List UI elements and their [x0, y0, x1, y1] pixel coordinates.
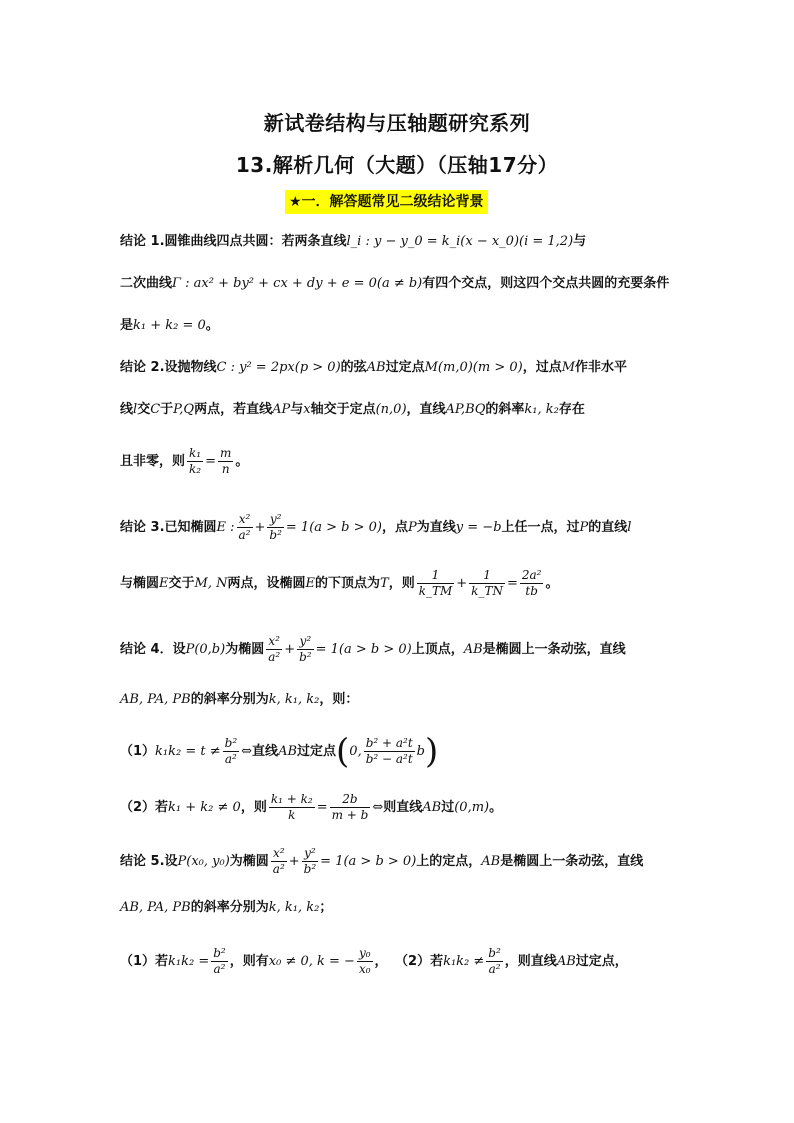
fraction [520, 568, 544, 599]
fraction [267, 512, 284, 543]
conclusion-5-line-2 [120, 898, 332, 918]
numerator: y₀ [358, 946, 371, 960]
text: 过定点 [297, 744, 337, 759]
conic-equation: Γ : ax² + by² + cx + dy + e = 0(a ≠ b) [172, 276, 423, 291]
item-number: （1） [120, 744, 156, 759]
text: 二次曲线 [120, 276, 173, 291]
text: 。 [205, 318, 219, 333]
text: 为椭圆 [229, 854, 269, 869]
math: E : [216, 520, 235, 535]
conclusion-2-line-1 [120, 358, 627, 378]
math: = [205, 454, 217, 469]
math: AB [278, 744, 298, 759]
fraction [211, 946, 228, 977]
math: k, k₁, k₂ [268, 692, 320, 707]
text: 与 [290, 402, 304, 417]
text: 与椭圆 [120, 576, 160, 591]
text: 两点，设椭圆 [227, 576, 306, 591]
math: + [288, 854, 300, 869]
fraction [357, 946, 373, 977]
math: C : y² = 2px(p > 0) [216, 360, 341, 375]
fraction [223, 736, 240, 767]
math: k₁k₂ = t ≠ [155, 744, 221, 759]
math: P [408, 520, 417, 535]
text: 有四个交点，则这四个交点共圆的充要条件 [422, 276, 670, 291]
text: 是 [120, 318, 134, 333]
fraction [269, 792, 315, 823]
text: 过 [441, 800, 455, 815]
fraction [271, 846, 287, 877]
math: C [150, 402, 161, 417]
conclusion-4-item-2 [120, 792, 502, 823]
condition-equation: k₁ + k₂ = 0 [133, 318, 206, 333]
math: AB, PA, PB [120, 900, 191, 915]
text: 。 [545, 576, 559, 591]
math: k₁k₂ = [168, 954, 210, 969]
fraction [266, 634, 282, 665]
math: ⇔ [372, 800, 384, 815]
math: E [305, 576, 315, 591]
left-paren: ( [336, 731, 350, 772]
text: ，过点 [522, 360, 562, 375]
text: 存在 [558, 402, 585, 417]
math: = 1(a > b > 0) [320, 854, 417, 869]
math: 0, [349, 744, 362, 759]
text: 为椭圆 [225, 642, 265, 657]
denominator: b² [303, 862, 317, 876]
text: 为直线 [416, 520, 456, 535]
text: ，则直线 [504, 954, 557, 969]
text: 的斜率分别为 [190, 692, 269, 707]
math: AB, PA, PB [120, 692, 191, 707]
numerator: y² [267, 512, 284, 528]
text: ，则 [240, 800, 267, 815]
denominator: k_TM [418, 584, 453, 598]
math: b [416, 744, 425, 759]
lesson-title: 13.解析几何（大题）（压轴17分） [235, 153, 559, 177]
text: 上任一点，过 [501, 520, 580, 535]
fraction [486, 946, 503, 977]
text: 是椭圆上一条动弦，直线 [500, 854, 644, 869]
math: k₁, k₂ [524, 402, 559, 417]
denominator: a² [238, 528, 251, 542]
text: 上顶点， [411, 642, 464, 657]
item-number: （2）若 [120, 800, 169, 815]
math: (n,0) [375, 402, 407, 417]
text: ； [319, 900, 333, 915]
math: AB [463, 642, 483, 657]
text: ，直线 [406, 402, 446, 417]
numerator: b² [224, 736, 238, 750]
math: = 1(a > b > 0) [315, 642, 412, 657]
denominator: b² − a²t [365, 752, 413, 766]
text: ，则： [319, 692, 359, 707]
text: 的直线 [588, 520, 628, 535]
fraction [302, 846, 319, 877]
denominator: k_TN [471, 584, 503, 598]
math: y = −b [455, 520, 502, 535]
denominator: k [288, 808, 296, 822]
text: 且非零，则 [120, 454, 186, 469]
math: AB [422, 800, 442, 815]
conclusion-5-items [120, 946, 628, 977]
conclusion-3-line-2 [120, 568, 558, 599]
math: = [316, 800, 328, 815]
denominator: x₀ [358, 962, 371, 976]
denominator: a² [213, 962, 226, 976]
numerator: 1 [469, 568, 505, 584]
math: M [561, 360, 576, 375]
right-paren: ) [425, 731, 439, 772]
denominator: k₂ [189, 462, 202, 476]
fraction [417, 568, 455, 599]
numerator: 1 [417, 568, 455, 584]
numerator: 2a² [521, 568, 542, 582]
series-title: 新试卷结构与压轴题研究系列 [263, 111, 531, 135]
text: ，点 [382, 520, 409, 535]
denominator: a² [224, 752, 237, 766]
math: AP [272, 402, 291, 417]
text: ，则 [388, 576, 415, 591]
text: 上的定点， [416, 854, 482, 869]
math: + [254, 520, 266, 535]
conclusion-4-line-1 [120, 634, 626, 665]
fraction [330, 792, 371, 823]
numerator: 2b [330, 792, 371, 808]
conclusion-1-line-3 [120, 316, 219, 336]
text: 与 [573, 234, 587, 249]
math: k₁k₂ ≠ [443, 954, 485, 969]
text: 。 [235, 454, 249, 469]
math: k, k₁, k₂ [268, 900, 320, 915]
text: 的弦 [340, 360, 367, 375]
text: 线 [120, 402, 134, 417]
numerator: b² + a²t [365, 736, 413, 750]
numerator: k₁ + k₂ [270, 792, 313, 806]
conclusion-1-line-1 [120, 232, 586, 252]
conclusion-3-label: 结论 3.已知椭圆 [120, 520, 217, 535]
math: + [284, 642, 296, 657]
fraction [237, 512, 253, 543]
text: 于 [160, 402, 174, 417]
conclusion-3-line-1 [120, 512, 631, 543]
math: = [506, 576, 518, 591]
item-number: （1）若 [120, 954, 169, 969]
math: x₀ ≠ 0, k = − [268, 954, 355, 969]
section-banner: ★一．解答题常见二级结论背景 [285, 190, 488, 214]
math: AB [481, 854, 501, 869]
text: 的斜率 [485, 402, 525, 417]
fraction [469, 568, 505, 599]
numerator: m [220, 446, 232, 460]
math: P(0,b) [185, 642, 226, 657]
conclusion-2-line-2 [120, 400, 585, 420]
math: M(m,0)(m > 0) [424, 360, 523, 375]
text: 轴交于定点 [310, 402, 376, 417]
text: 过定点 [385, 360, 425, 375]
text: 的斜率分别为 [190, 900, 269, 915]
conclusion-4-item-1 [120, 731, 439, 772]
text: 交 [137, 402, 151, 417]
denominator: n [221, 462, 230, 476]
text: 作非水平 [575, 360, 628, 375]
math: + [456, 576, 468, 591]
math: P(x₀, y₀) [177, 854, 230, 869]
conclusion-1-line-2 [120, 274, 669, 294]
conclusion-1-label: 结论 1.圆锥曲线四点共圆：若两条直线 [120, 234, 347, 249]
math: (0,m) [454, 800, 490, 815]
denominator: m + b [331, 808, 369, 822]
fraction [297, 634, 314, 665]
fraction [187, 446, 203, 477]
math: M, N [194, 576, 228, 591]
text: 。 [489, 800, 503, 815]
math: P,Q [173, 402, 195, 417]
line-equation: l_i : y − y_0 = k_i(x − x_0)(i = 1,2) [346, 234, 574, 249]
math: T [380, 576, 389, 591]
denominator: b² [269, 528, 282, 542]
conclusion-4-label: 结论 4．设 [120, 642, 186, 657]
conclusion-4-line-2 [120, 690, 358, 710]
conclusion-2-label: 结论 2.设抛物线 [120, 360, 217, 375]
fraction [218, 446, 233, 477]
text: 则直线 [383, 800, 423, 815]
fraction [364, 736, 415, 767]
math: ⇔ [241, 744, 253, 759]
numerator: x² [271, 846, 287, 862]
text: 的下顶点为 [315, 576, 381, 591]
conclusion-2-line-3 [120, 446, 248, 477]
denominator: b² [299, 650, 312, 664]
denominator: a² [488, 962, 501, 976]
text: 交于 [168, 576, 195, 591]
math: k₁ + k₂ ≠ 0 [168, 800, 241, 815]
denominator: tb [525, 584, 538, 598]
text: 直线 [252, 744, 279, 759]
numerator: x² [266, 634, 282, 650]
numerator: y² [297, 634, 314, 650]
math: AB [366, 360, 386, 375]
math: E [159, 576, 169, 591]
conclusion-5-line-1 [120, 846, 643, 877]
text: 两点，若直线 [194, 402, 273, 417]
numerator: b² [213, 946, 226, 960]
denominator: a² [272, 862, 285, 876]
math: x [303, 402, 311, 417]
text: ，则有 [229, 954, 269, 969]
numerator: y² [302, 846, 319, 862]
denominator: a² [268, 650, 281, 664]
math: P [579, 520, 589, 535]
math: l [133, 402, 138, 417]
text: 过定点， [575, 954, 628, 969]
text: ， [374, 954, 388, 969]
math: AP,BQ [445, 402, 486, 417]
conclusion-5-label: 结论 5.设 [120, 854, 178, 869]
item-number: （2）若 [401, 954, 444, 969]
text: 是椭圆上一条动弦，直线 [482, 642, 626, 657]
math: AB [556, 954, 576, 969]
math: = 1(a > b > 0) [285, 520, 383, 535]
math: l [627, 520, 632, 535]
numerator: x² [237, 512, 253, 528]
numerator: b² [488, 946, 501, 960]
numerator: k₁ [189, 446, 202, 460]
